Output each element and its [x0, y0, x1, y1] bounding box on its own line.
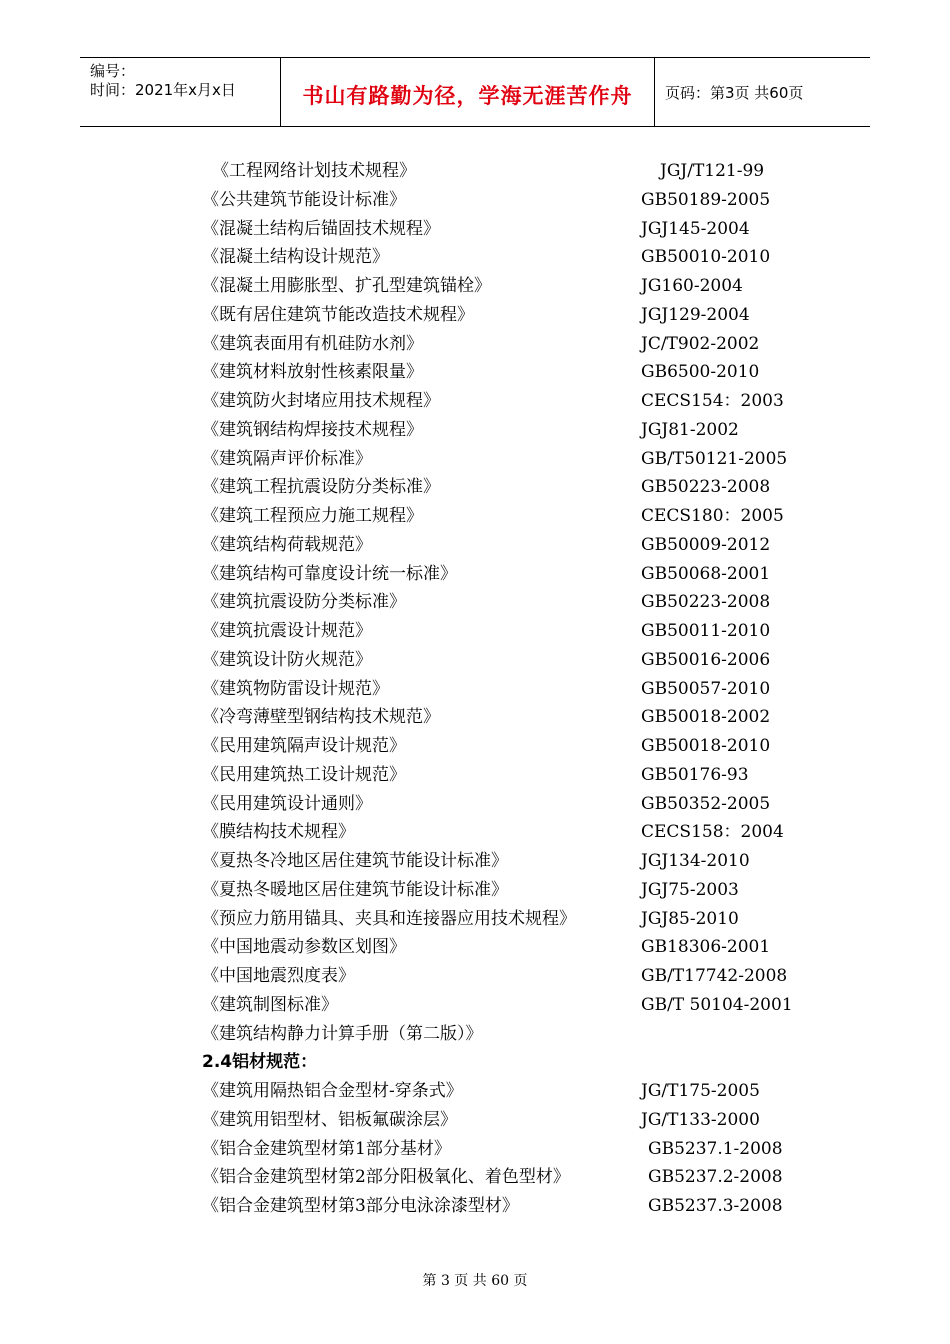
standard-title: 《建筑防火封堵应用技术规程》 [202, 391, 440, 411]
standard-title: 《建筑工程预应力施工规程》 [202, 506, 423, 526]
standard-code: GB50068-2001 [641, 563, 771, 584]
page-header [80, 57, 870, 127]
standard-title: 《中国地震动参数区划图》 [202, 937, 406, 958]
standard-title: 《膜结构技术规程》 [202, 822, 355, 843]
standard-code: GB18306-2001 [641, 937, 771, 958]
standard-title: 《混凝土结构后锚固技术规程》 [202, 218, 440, 239]
standard-title: 《混凝土用膨胀型、扩孔型建筑锚栓》 [202, 276, 491, 296]
standard-code: JC/T902-2002 [641, 333, 760, 354]
standard-title: 《工程网络计划技术规程》 [212, 161, 416, 181]
standard-title: 《建筑隔声评价标准》 [202, 448, 372, 469]
standard-title: 《建筑表面用有机硅防水剂》 [202, 333, 423, 354]
standard-title: 《建筑结构静力计算手册（第二版）》 [202, 1023, 483, 1044]
standard-title: 《建筑用隔热铝合金型材-穿条式》 [202, 1081, 463, 1101]
standard-title: 《夏热冬暖地区居住建筑节能设计标准》 [202, 879, 508, 900]
standard-code: GB50352-2005 [641, 793, 771, 814]
standard-title: 《建筑工程抗震设防分类标准》 [202, 477, 440, 498]
standard-code: GB5237.2-2008 [648, 1167, 783, 1188]
standard-code: GB50011-2010 [641, 621, 771, 641]
standard-title: 《预应力筋用锚具、夹具和连接器应用技术规程》 [202, 908, 576, 929]
standard-title: 《建筑设计防火规范》 [202, 649, 372, 670]
standard-code: GB50057-2010 [641, 678, 771, 699]
header-motto: 书山有路勤为径，学海无涯苦作舟 [302, 84, 633, 108]
standard-code: GB6500-2010 [641, 362, 760, 383]
standard-code: GB50189-2005 [641, 189, 771, 210]
standard-code: JGJ85-2010 [641, 908, 739, 929]
standard-title: 《建筑抗震设计规范》 [202, 621, 372, 641]
standard-title: 《公共建筑节能设计标准》 [202, 189, 406, 210]
standard-code: GB50223-2008 [641, 592, 771, 613]
standard-title: 《既有居住建筑节能改造技术规程》 [202, 304, 474, 325]
standard-code: GB5237.3-2008 [648, 1196, 783, 1216]
standard-code: JGJ129-2004 [641, 304, 750, 325]
standard-code: JGJ134-2010 [641, 851, 750, 871]
standard-title: 《建筑钢结构焊接技术规程》 [202, 419, 423, 440]
standard-code: GB5237.1-2008 [648, 1138, 783, 1159]
standard-code: GB50009-2012 [641, 534, 771, 555]
standard-title: 《建筑材料放射性核素限量》 [202, 362, 423, 383]
standard-code: GB50018-2010 [641, 736, 771, 756]
standard-title: 《冷弯薄壁型钢结构技术规范》 [202, 707, 440, 728]
document-number-label: 编号： [90, 62, 136, 80]
standard-code: JG/T133-2000 [641, 1109, 760, 1130]
standard-code: GB50223-2008 [641, 477, 771, 498]
standard-code: GB50016-2006 [641, 649, 771, 670]
standard-title: 《铝合金建筑型材第1部分基材》 [202, 1138, 451, 1159]
header-motto-cell [281, 58, 655, 126]
standard-title: 《夏热冬冷地区居住建筑节能设计标准》 [202, 851, 508, 871]
standard-title: 《建筑制图标准》 [202, 994, 338, 1015]
standard-title: 《民用建筑热工设计规范》 [202, 764, 406, 785]
standard-title: 《建筑用铝型材、铝板氟碳涂层》 [202, 1109, 457, 1130]
standard-code: GB50176-93 [641, 764, 749, 785]
standard-title: 《铝合金建筑型材第3部分电泳涂漆型材》 [202, 1196, 519, 1216]
standard-code: GB/T 50104-2001 [641, 994, 793, 1015]
header-page-cell [655, 58, 870, 126]
standard-title: 《铝合金建筑型材第2部分阳极氧化、着色型材》 [202, 1167, 570, 1188]
standard-code: CECS154：2003 [641, 391, 784, 411]
standard-code: GB50010-2010 [641, 247, 771, 268]
standard-title: 《民用建筑设计通则》 [202, 793, 372, 814]
standard-title: 《民用建筑隔声设计规范》 [202, 736, 406, 756]
header-meta-cell [80, 58, 281, 126]
standard-code: GB/T50121-2005 [641, 448, 788, 469]
standard-title: 《建筑物防雷设计规范》 [202, 678, 389, 699]
standard-code: JGJ145-2004 [641, 218, 750, 239]
standard-title: 《建筑结构荷载规范》 [202, 534, 372, 555]
standard-code: JG/T175-2005 [641, 1081, 760, 1101]
standard-code: GB/T17742-2008 [641, 966, 788, 986]
document-time-label: 时间：2021年x月x日 [90, 81, 236, 99]
standard-title: 《建筑结构可靠度设计统一标准》 [202, 563, 457, 584]
page-footer: 第 3 页 共 60 页 [422, 1273, 528, 1289]
standard-title: 《中国地震烈度表》 [202, 966, 355, 986]
standard-code: JGJ/T121-99 [660, 161, 765, 181]
standard-title: 《混凝土结构设计规范》 [202, 247, 389, 268]
standard-code: JGJ81-2002 [641, 419, 739, 440]
standard-code: JGJ75-2003 [641, 879, 739, 900]
standard-code: JG160-2004 [641, 276, 743, 296]
standard-code: CECS180：2005 [641, 506, 784, 526]
section-heading-aluminum: 2.4铝材规范： [202, 1052, 318, 1072]
header-page-number: 页码：第3页 共60页 [665, 84, 804, 102]
standard-code: CECS158：2004 [641, 822, 784, 843]
standard-title: 《建筑抗震设防分类标准》 [202, 592, 406, 613]
standard-code: GB50018-2002 [641, 707, 771, 728]
